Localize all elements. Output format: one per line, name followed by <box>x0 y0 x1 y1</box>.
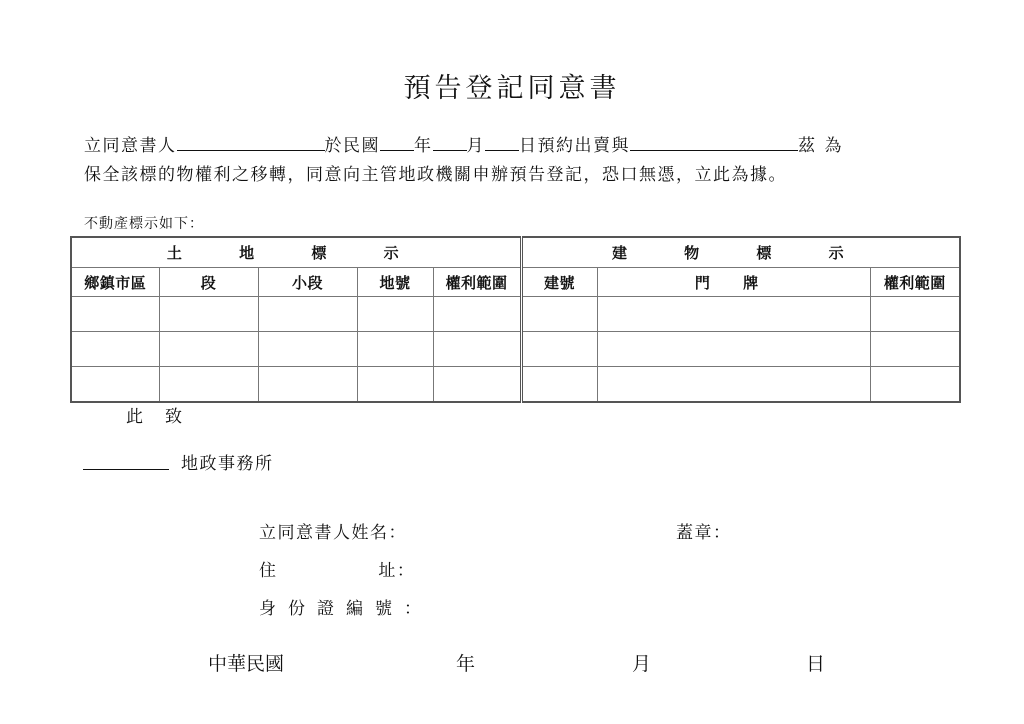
buyer-blank[interactable] <box>630 136 798 151</box>
year-label: 年 <box>414 136 433 156</box>
month-label: 月 <box>466 136 485 156</box>
intro-line-1 <box>84 131 843 156</box>
table-cell[interactable] <box>71 297 159 332</box>
table-cell[interactable] <box>433 297 521 332</box>
consentor-name-label: 立同意書人姓名： <box>259 523 407 543</box>
table-cell[interactable] <box>521 297 597 332</box>
month-blank[interactable] <box>433 136 467 151</box>
col-building-rights: 權利範圍 <box>870 268 960 297</box>
col-land-rights: 權利範圍 <box>433 268 521 297</box>
table-row <box>71 332 960 367</box>
table-cell[interactable] <box>597 297 870 332</box>
date-month: 月 <box>632 653 652 675</box>
table-cell[interactable] <box>870 297 960 332</box>
office-label: 地政事務所 <box>181 454 274 474</box>
building-header: 建 物 標 示 <box>521 237 960 268</box>
col-subsection: 小段 <box>258 268 357 297</box>
office-name-blank[interactable] <box>83 469 169 470</box>
table-cell[interactable] <box>258 297 357 332</box>
table-cell[interactable] <box>597 332 870 367</box>
property-note: 不動產標示如下： <box>84 216 204 232</box>
table-cell[interactable] <box>71 332 159 367</box>
intro-line-2: 保全該標的物權利之移轉，同意向主管地政機關申辦預告登記，恐口無憑，立此為據。 <box>84 165 787 185</box>
table-cell[interactable] <box>258 332 357 367</box>
closing-text: 此致 <box>126 407 204 427</box>
date-day: 日 <box>806 653 826 675</box>
table-cell[interactable] <box>870 332 960 367</box>
document-title: 預告登記同意書 <box>403 73 621 104</box>
table-cell[interactable] <box>521 332 597 367</box>
table-cell[interactable] <box>433 367 521 403</box>
table-row <box>71 297 960 332</box>
date-year: 年 <box>456 653 476 675</box>
wei-label: 為 <box>824 136 843 156</box>
table-row <box>71 367 960 403</box>
roc-prefix: 於民國 <box>324 136 380 156</box>
consentor-label: 立同意書人 <box>84 136 177 156</box>
day-agreement-label: 日預約出賣與 <box>519 136 630 156</box>
date-era: 中華民國 <box>208 653 285 675</box>
table-cell[interactable] <box>433 332 521 367</box>
day-blank[interactable] <box>485 136 519 151</box>
table-cell[interactable] <box>258 367 357 403</box>
table-cell[interactable] <box>357 367 433 403</box>
table-cell[interactable] <box>597 367 870 403</box>
property-table <box>70 236 961 403</box>
year-blank[interactable] <box>380 136 414 151</box>
id-number-label: 身份證編號： <box>259 599 433 619</box>
seal-label: 蓋章： <box>676 523 732 543</box>
table-cell[interactable] <box>159 367 258 403</box>
col-district: 鄉鎮市區 <box>71 268 159 297</box>
table-cell[interactable] <box>357 297 433 332</box>
col-section: 段 <box>159 268 258 297</box>
col-building-number: 建號 <box>521 268 597 297</box>
col-door-plate: 門 牌 <box>597 268 870 297</box>
table-cell[interactable] <box>870 367 960 403</box>
land-header: 土 地 標 示 <box>71 237 521 268</box>
table-cell[interactable] <box>71 367 159 403</box>
table-cell[interactable] <box>159 332 258 367</box>
zi-label: 茲 <box>798 136 817 156</box>
table-cell[interactable] <box>159 297 258 332</box>
col-lot-number: 地號 <box>357 268 433 297</box>
address-label: 住 址： <box>259 561 416 581</box>
consentor-blank[interactable] <box>177 136 325 151</box>
table-cell[interactable] <box>521 367 597 403</box>
table-cell[interactable] <box>357 332 433 367</box>
